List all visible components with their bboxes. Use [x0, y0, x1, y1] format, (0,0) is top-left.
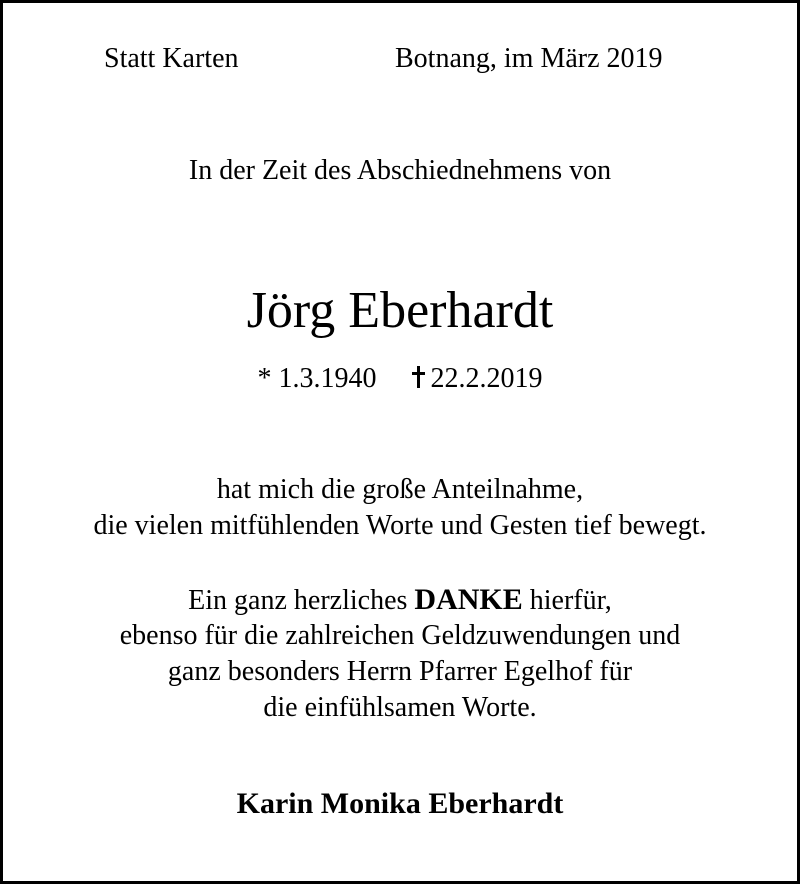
danke-emphasis: DANKE: [414, 583, 523, 616]
signature-name: Karin Monika Eberhardt: [236, 787, 564, 820]
paragraph2-line4: die einfühlsamen Worte.: [263, 692, 537, 723]
thanks-prefix: Ein ganz herzliches: [188, 585, 415, 616]
death-date: 22.2.2019: [430, 363, 543, 394]
intro-line: In der Zeit des Abschiednehmens von: [188, 155, 612, 186]
place-date-line: Botnang, im März 2019: [395, 43, 663, 74]
paragraph2-line1: [0, 582, 800, 619]
thanks-suffix: hierfür,: [522, 585, 612, 616]
paragraph1-line2: die vielen mitfühlenden Worte und Gesten tief bewegt.: [93, 510, 707, 541]
paragraph2-line2: ebenso für die zahlreichen Geldzuwendungen und: [119, 620, 681, 651]
cross-icon: [411, 366, 425, 388]
deceased-name: Jörg Eberhardt: [246, 282, 554, 339]
paragraph2-line3: ganz besonders Herrn Pfarrer Egelhof für: [167, 656, 633, 687]
birth-date: * 1.3.1940: [257, 363, 377, 394]
paragraph1-line1: hat mich die große Anteilnahme,: [216, 474, 584, 505]
statt-karten-label: Statt Karten: [104, 43, 239, 74]
life-dates: [0, 362, 800, 396]
